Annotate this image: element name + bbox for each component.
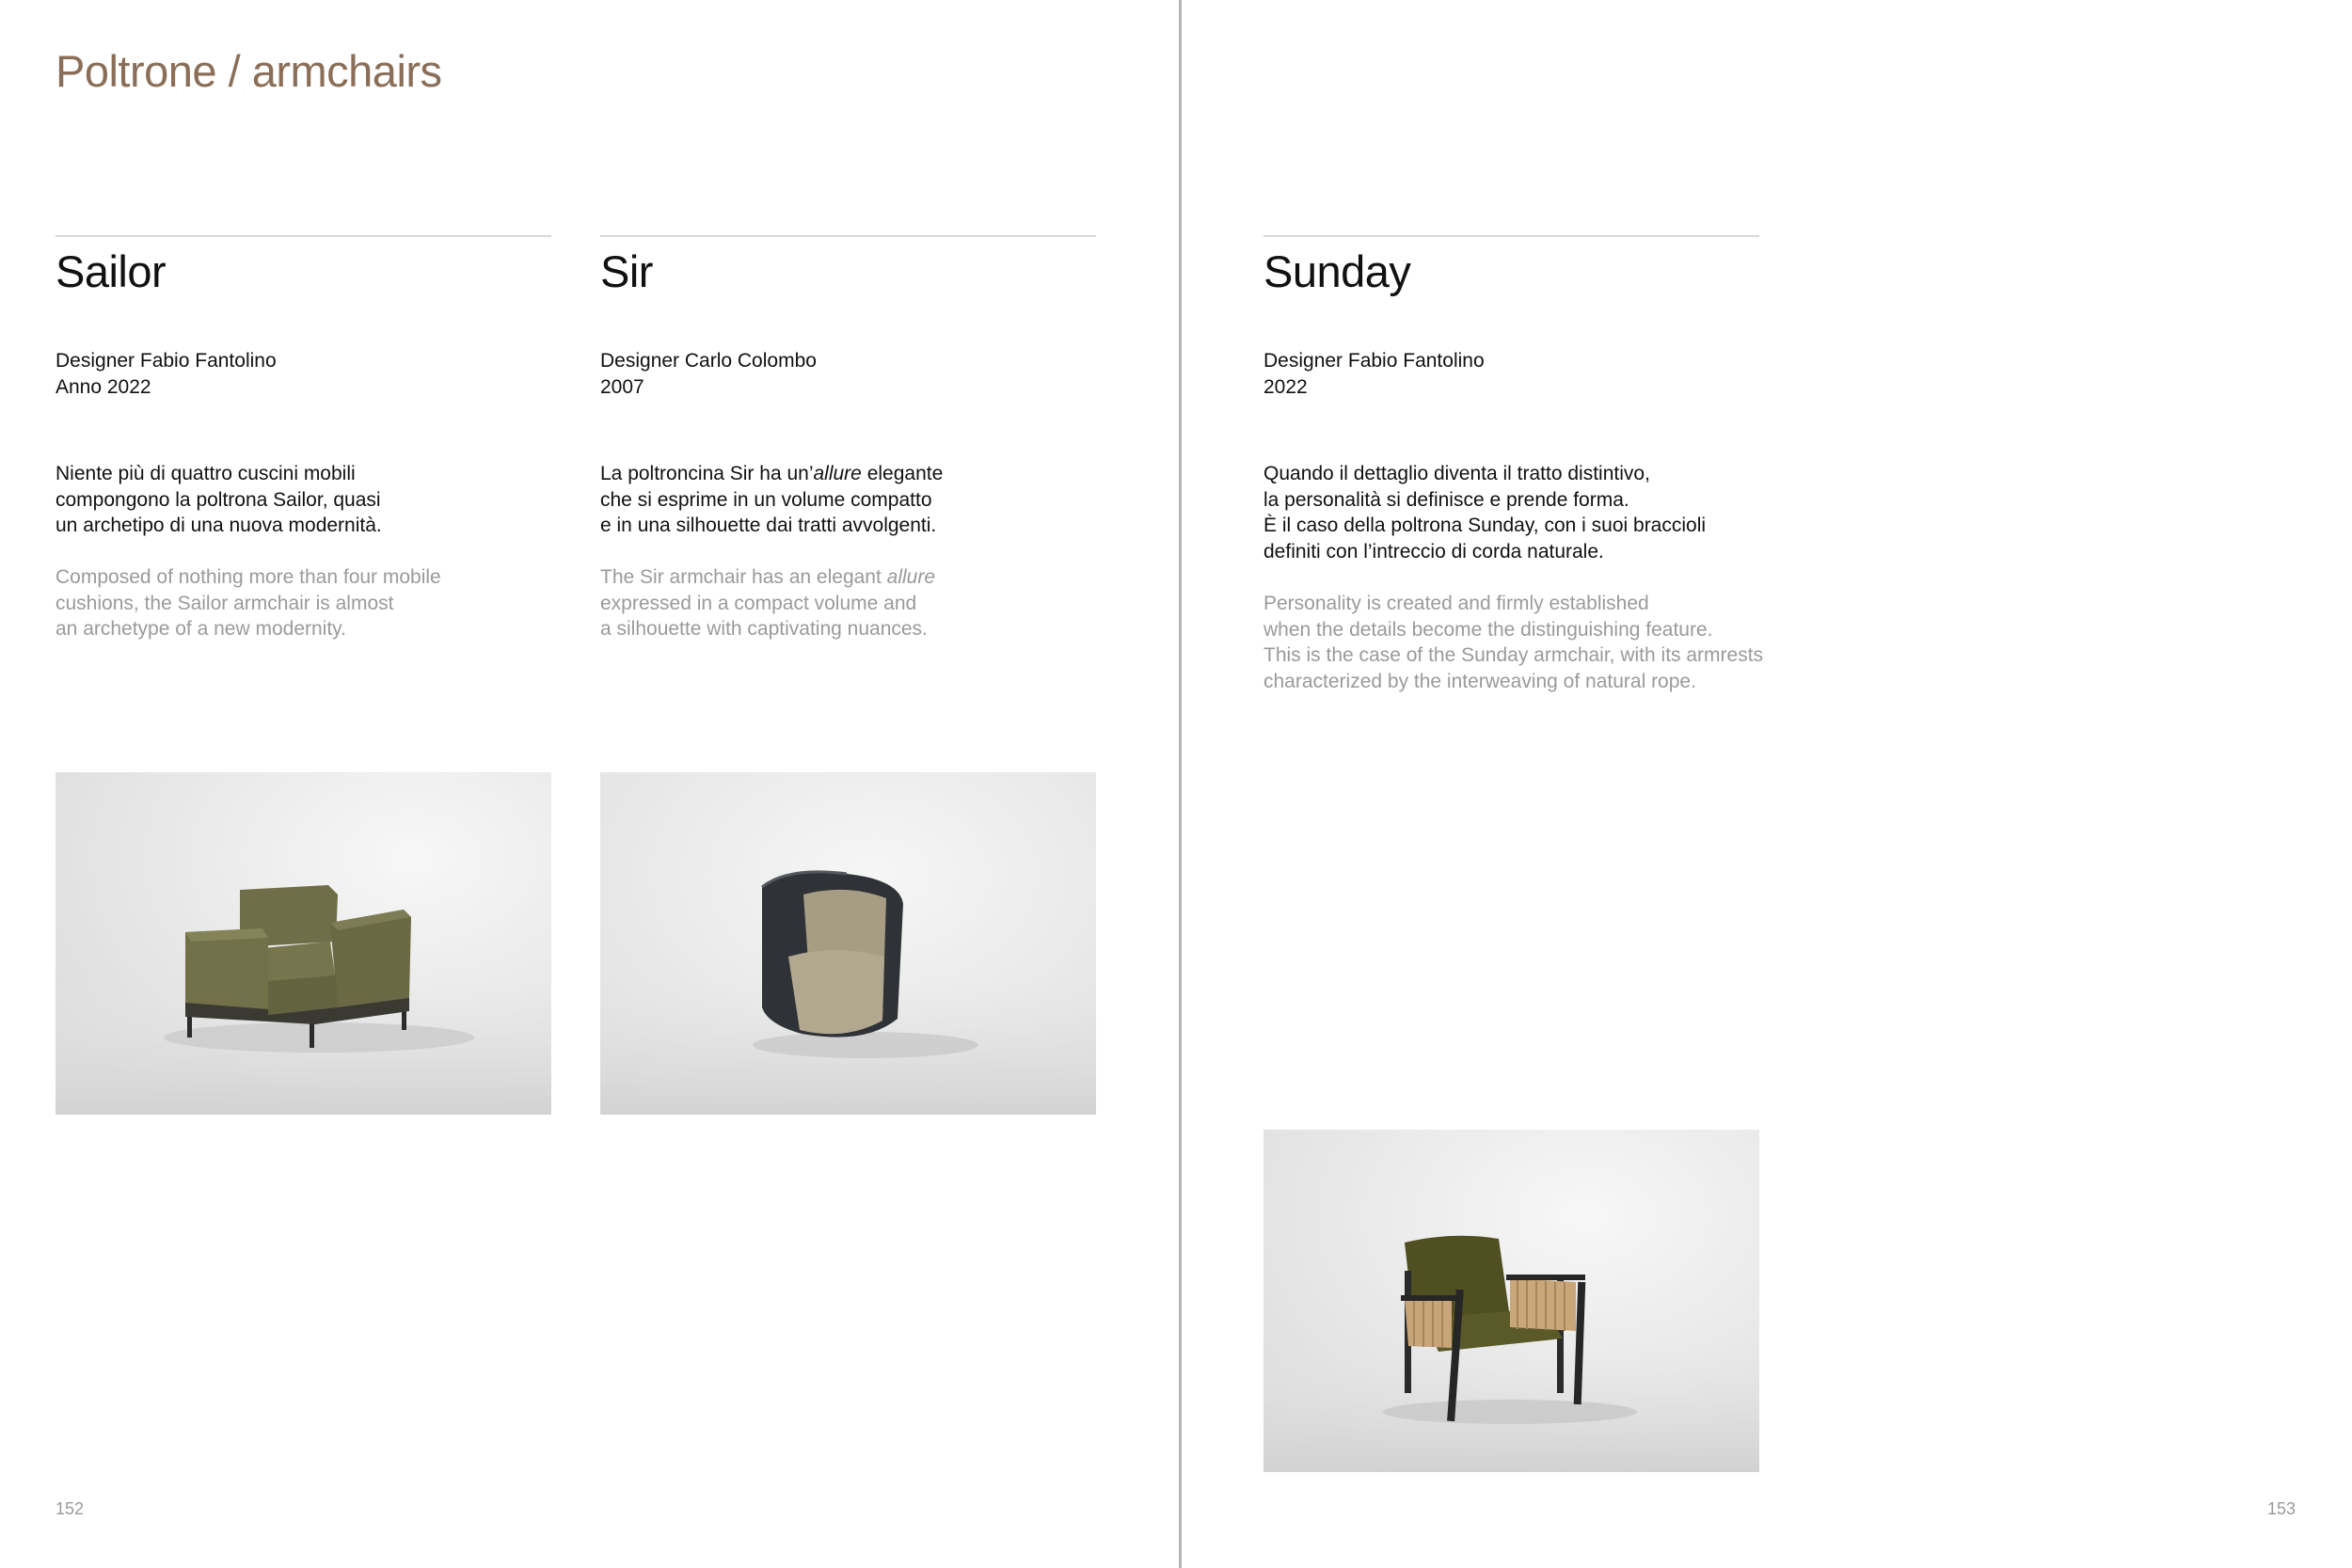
product-year: Anno 2022 <box>56 375 151 398</box>
page-spine-divider <box>1179 0 1182 1568</box>
sailor-armchair-icon <box>56 772 551 1115</box>
product-meta <box>600 348 1127 400</box>
product-name: Sunday <box>1263 246 1411 296</box>
section-title: Poltrone / armchairs <box>56 46 442 96</box>
product-rule <box>56 235 551 237</box>
text-segment: expressed in a compact volume and a silhouette with captivating nuances. <box>600 592 928 640</box>
product-description-it: Quando il dettaglio diventa il tratto distintivo, la personalità si definisce e prende forma. È il caso della poltrona Sunday, con i suoi braccioli definiti con l’intreccio di corda naturale. <box>1263 463 1707 562</box>
product-year: 2007 <box>600 375 644 398</box>
sunday-armchair-icon <box>1263 1130 1759 1472</box>
product-name: Sailor <box>56 246 167 296</box>
photo-sunday-armchair <box>1263 1130 1759 1472</box>
product-rule <box>1263 235 1759 237</box>
product-meta <box>56 348 582 400</box>
product-sir <box>600 235 1096 687</box>
product-description-en <box>600 564 1127 642</box>
sir-armchair-icon <box>600 772 1096 1115</box>
text-segment: elegante che si esprime in un volume compatto e in una silhouette dai tratti avvolgenti. <box>600 463 944 536</box>
product-designer: Designer Carlo Colombo <box>600 350 817 372</box>
product-rule <box>600 235 1096 237</box>
product-name: Sir <box>600 246 653 296</box>
product-description-en: Composed of nothing more than four mobile cushions, the Sailor armchair is almost an archetype of a new modernity. <box>56 566 441 640</box>
photo-sailor-armchair <box>56 772 551 1115</box>
photo-sir-armchair <box>600 772 1096 1115</box>
product-description-it <box>600 461 1127 539</box>
product-designer: Designer Fabio Fantolino <box>1263 350 1485 372</box>
page-number-left: 152 <box>56 1499 85 1518</box>
product-sunday <box>1263 235 1764 705</box>
text-segment: La poltroncina Sir ha un’ <box>600 463 814 484</box>
product-sailor <box>56 235 551 687</box>
product-year: 2022 <box>1263 375 1308 398</box>
text-italic-allure: allure <box>886 566 936 588</box>
product-meta <box>1263 348 1790 400</box>
text-italic-allure: allure <box>813 463 862 484</box>
text-segment: The Sir armchair has an elegant <box>600 566 887 588</box>
product-description-en: Personality is created and firmly established when the details become the distinguishing feature. This is the case of the Sunday armchair, with its armrests characterized by the interweaving of natural rope. <box>1263 593 1764 692</box>
page-number-right: 153 <box>2266 1499 2296 1518</box>
product-designer: Designer Fabio Fantolino <box>56 350 277 372</box>
product-description-it: Niente più di quattro cuscini mobili compongono la poltrona Sailor, quasi un archetipo di una nuova modernità. <box>56 463 382 536</box>
